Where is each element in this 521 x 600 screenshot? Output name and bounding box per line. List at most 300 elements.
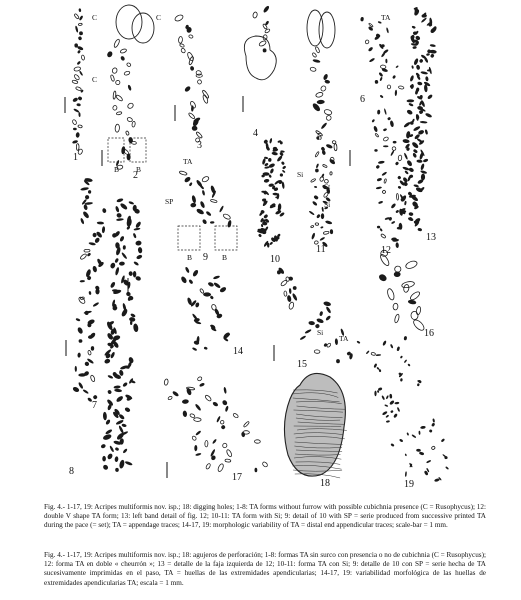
trace-mark (196, 208, 205, 216)
trace-mark (225, 459, 231, 462)
panel-number-3: 3 (197, 140, 202, 151)
trace-mark (375, 164, 380, 169)
trace-mark (430, 53, 435, 58)
trace-mark (323, 73, 329, 80)
trace-mark (135, 240, 142, 246)
trace-mark (164, 379, 169, 386)
trace-mark (116, 213, 122, 219)
trace-mark (213, 275, 220, 280)
trace-mark (426, 460, 431, 464)
trace-mark (313, 195, 319, 200)
trace-mark (417, 383, 420, 386)
trace-mark (202, 190, 206, 196)
trace-mark (330, 172, 332, 175)
trace-mark (126, 218, 132, 227)
trace-mark (276, 155, 283, 162)
trace-mark (384, 108, 387, 115)
trace-mark (121, 252, 128, 260)
trace-mark (103, 412, 107, 421)
trace-mark (127, 117, 133, 123)
trace-mark (321, 213, 325, 219)
trace-mark (281, 161, 285, 165)
trace-mark (390, 120, 395, 127)
trace-mark (204, 346, 208, 350)
trace-mark (323, 301, 331, 307)
trace-mark (130, 313, 136, 318)
trace-mark (100, 443, 106, 449)
label-ta-9: TA (183, 157, 193, 166)
trace-mark (416, 449, 421, 452)
trace-mark (421, 14, 427, 18)
trace-mark (379, 95, 383, 99)
trace-mark (371, 119, 375, 123)
trace-mark (398, 155, 402, 161)
trace-mark (399, 438, 403, 442)
trace-mark (202, 94, 209, 104)
trace-mark (121, 423, 127, 427)
trace-mark (80, 218, 85, 225)
trace-mark (411, 65, 414, 69)
panel-number-6: 6 (360, 94, 365, 105)
trace-mark (373, 363, 377, 368)
panel-number-17: 17 (232, 472, 242, 483)
trace-mark (76, 144, 79, 151)
trace-mark (78, 112, 80, 117)
trace-mark (386, 288, 395, 301)
trace-mark (375, 133, 379, 137)
trace-mark (397, 175, 402, 180)
trace-mark (182, 410, 187, 417)
trace-mark (168, 396, 173, 401)
trace-mark (326, 143, 334, 149)
trace-mark (404, 201, 407, 206)
trace-mark (312, 59, 320, 63)
trace-mark (374, 391, 376, 397)
trace-mark (316, 214, 321, 219)
trace-mark (205, 211, 212, 217)
caption-english (44, 503, 486, 531)
trace-mark (431, 446, 435, 450)
trace-mark (88, 291, 91, 295)
trace-mark (263, 5, 271, 13)
trace-mark (379, 77, 382, 82)
trace-mark (408, 167, 414, 173)
trace-mark (314, 350, 320, 354)
trace-mark (219, 205, 224, 213)
trace-mark (408, 212, 413, 216)
trace-mark (74, 74, 81, 81)
trace-mark (420, 163, 425, 170)
trace-mark (407, 99, 415, 102)
trace-mark (92, 302, 99, 308)
trace-mark (125, 461, 133, 466)
trace-mark (77, 352, 81, 357)
trace-mark (75, 318, 80, 322)
trace-mark (389, 400, 395, 406)
trace-mark (292, 293, 298, 301)
trace-mark (316, 163, 320, 168)
trace-mark (320, 122, 327, 130)
trace-mark (128, 201, 134, 205)
trace-mark (382, 411, 388, 416)
trace-mark (310, 67, 317, 72)
trace-mark (417, 228, 422, 232)
trace-mark (254, 440, 260, 444)
trace-mark (188, 112, 195, 119)
trace-mark (315, 168, 319, 172)
panel-number-1: 1 (73, 152, 78, 163)
trace-mark (369, 57, 376, 62)
trace-mark (319, 311, 323, 316)
trace-mark (75, 25, 79, 32)
trace-mark (280, 279, 288, 286)
trace-mark (377, 177, 383, 181)
trace-mark (325, 306, 331, 314)
caption-english-prefix: Fig. 4.- (44, 503, 66, 511)
label-b-2b: B (136, 165, 142, 174)
trace-mark (406, 432, 409, 436)
trace-mark (413, 149, 418, 154)
trace-mark (133, 233, 137, 239)
trace-mark (411, 141, 419, 149)
trace-mark (413, 184, 419, 188)
trace-mark (289, 288, 292, 294)
trace-mark (335, 338, 338, 345)
trace-mark (425, 76, 429, 81)
trace-mark (293, 286, 297, 290)
trace-mark (252, 12, 257, 19)
trace-mark (378, 160, 385, 164)
trace-mark (82, 210, 90, 219)
trace-mark (420, 121, 428, 124)
trace-mark (373, 126, 378, 133)
trace-mark (74, 13, 80, 19)
trace-mark (192, 269, 199, 277)
trace-mark (207, 281, 214, 287)
trace-mark (324, 79, 330, 84)
trace-mark (409, 290, 421, 301)
trace-mark (92, 265, 98, 272)
trace-mark (330, 229, 334, 234)
trace-mark (223, 387, 227, 394)
trace-mark (80, 187, 89, 191)
trace-mark (201, 176, 209, 183)
trace-mark (225, 406, 229, 412)
trace-mark (110, 262, 116, 269)
trace-mark (194, 403, 201, 411)
trace-mark (430, 44, 436, 47)
panel-number-5: 5 (317, 132, 322, 143)
trace-mark (115, 80, 120, 85)
trace-mark (316, 318, 324, 324)
trace-mark (263, 214, 268, 219)
trace-mark (419, 451, 425, 455)
panel-number-12: 12 (381, 245, 391, 256)
trace-mark (393, 303, 398, 310)
trace-mark (115, 468, 119, 472)
panel-number-10: 10 (270, 254, 280, 265)
trace-mark (441, 438, 446, 443)
trace-mark (262, 461, 269, 468)
trace-mark (182, 399, 189, 404)
trace-mark (72, 386, 80, 393)
trace-mark (432, 418, 435, 422)
trace-mark (400, 378, 403, 381)
trace-mark (72, 97, 78, 103)
trace-mark (133, 261, 139, 266)
trace-mark (427, 94, 433, 100)
trace-mark (416, 159, 422, 163)
trace-mark (79, 31, 83, 35)
trace-mark (79, 71, 83, 77)
trace-mark (174, 14, 184, 22)
trace-mark (102, 456, 106, 462)
trace-mark (115, 395, 123, 403)
trace-mark (264, 179, 270, 184)
trace-mark (310, 178, 315, 182)
trace-mark (368, 46, 374, 52)
trace-mark (110, 75, 115, 82)
trace-mark (88, 335, 93, 339)
label-b-2a: B (114, 165, 120, 174)
trace-mark (114, 258, 119, 264)
trace-mark (107, 389, 112, 394)
trace-mark (72, 119, 77, 125)
trace-mark (431, 422, 435, 427)
trace-mark (233, 413, 239, 419)
trace-mark (84, 194, 90, 200)
trace-mark (390, 410, 394, 414)
trace-mark (241, 432, 246, 438)
trace-mark (94, 237, 100, 244)
panel-number-14: 14 (233, 346, 243, 357)
trace-mark (393, 413, 398, 418)
trace-mark (378, 273, 388, 283)
trace-mark (395, 210, 399, 214)
trace-mark (366, 350, 370, 354)
label-si-11: Si (324, 200, 331, 209)
trace-mark (412, 152, 417, 158)
trace-mark (124, 71, 130, 76)
panel-number-15: 15 (297, 359, 307, 370)
trace-mark (379, 228, 383, 232)
trace-mark (258, 40, 266, 47)
trace-mark (221, 399, 228, 406)
trace-mark (391, 221, 395, 225)
trace-mark (115, 124, 120, 132)
trace-mark (133, 271, 136, 277)
trace-mark (113, 385, 120, 389)
trace-mark (421, 174, 425, 181)
trace-mark (381, 395, 385, 400)
trace-mark (404, 170, 409, 175)
cubichnia-outlines (116, 5, 335, 80)
trace-mark (185, 266, 190, 273)
trace-mark (122, 382, 128, 388)
trace-mark (91, 346, 94, 351)
trace-mark (73, 128, 77, 131)
trace-mark (210, 221, 214, 223)
trace-mark (434, 478, 440, 482)
trace-mark (397, 407, 401, 412)
trace-mark (382, 340, 387, 346)
trace-mark (75, 366, 77, 372)
trace-mark (73, 108, 80, 113)
trace-mark (220, 424, 226, 430)
trace-mark (196, 131, 203, 138)
trace-mark (196, 74, 202, 77)
trace-mark (393, 141, 397, 144)
trace-mark (107, 453, 114, 460)
trace-mark (178, 36, 182, 43)
trace-mark (102, 464, 109, 471)
trace-mark (192, 435, 197, 441)
trace-mark (404, 359, 408, 363)
trace-mark (110, 281, 116, 288)
trace-mark (212, 401, 219, 407)
trace-mark (392, 75, 396, 79)
trace-mark (426, 53, 430, 56)
trace-mark (397, 186, 401, 190)
label-ta-6: TA (381, 13, 391, 22)
trace-mark (409, 75, 414, 82)
trace-mark (389, 394, 392, 399)
trace-mark (405, 260, 418, 270)
trace-mark (112, 67, 118, 74)
trace-mark (390, 443, 394, 447)
trace-mark (326, 343, 331, 348)
trace-mark (383, 128, 387, 132)
trace-mark (202, 219, 208, 225)
trace-mark (304, 329, 311, 334)
trace-mark (120, 48, 127, 53)
trace-mark (356, 340, 360, 344)
trace-mark (402, 139, 409, 144)
trace-mark (113, 91, 116, 99)
trace-mark (127, 102, 134, 109)
trace-mark (407, 363, 410, 366)
trace-mark (115, 206, 120, 213)
trace-mark (243, 421, 250, 428)
trace-mark (75, 86, 81, 91)
trace-mark (213, 282, 221, 289)
label-b-9a: B (187, 253, 193, 262)
trace-mark (417, 81, 423, 86)
trace-mark (114, 456, 118, 462)
trace-mark (125, 131, 129, 136)
trace-mark (387, 117, 391, 121)
trace-mark (83, 204, 88, 210)
trace-mark (217, 463, 224, 472)
trace-mark (334, 144, 337, 151)
trace-mark (133, 323, 139, 332)
trace-mark (92, 233, 97, 238)
trace-mark (321, 173, 325, 178)
trace-mark (133, 227, 140, 230)
trace-mark (336, 359, 340, 363)
trace-mark (78, 125, 83, 129)
panel-number-11: 11 (316, 244, 326, 255)
trace-mark (172, 390, 180, 397)
trace-mark (323, 231, 329, 235)
trace-mark (179, 170, 187, 175)
trace-mark (404, 153, 409, 160)
trace-mark (315, 223, 319, 226)
trace-mark (119, 459, 126, 469)
trace-mark (189, 182, 193, 187)
label-c-3: C (156, 13, 162, 22)
trace-mark (384, 404, 388, 407)
trace-mark (188, 34, 193, 38)
trace-mark (387, 85, 391, 89)
trace-mark (425, 129, 429, 135)
label-b-9b: B (222, 253, 228, 262)
trace-mark (223, 213, 232, 220)
trace-mark (78, 339, 82, 343)
trace-mark (78, 382, 84, 390)
trace-mark (421, 17, 428, 23)
trace-mark (381, 233, 387, 238)
trace-mark (299, 335, 306, 340)
trace-mark (119, 261, 125, 265)
trace-mark (190, 202, 196, 207)
trace-mark (321, 150, 326, 156)
trace-mark (194, 445, 197, 451)
trace-mark (376, 354, 382, 356)
caption-spanish-text: 1-17, 19: Acripes multiformis nov. isp.; 18: agujeros de perforación; 1-8: formas TA sin surco con presencia o no de cubichnia (C = Rusophycus); 12: forma TA en doble « cheurrón »; 13 = detalle de la faja izquierda de 12; 10-11: forma TA con Si; 9: detalle de 10 con SP = serie hecha de TA sucesivamente imprimidas en el paso, TA = huellas de las extremidades apendicularias; 14-17, 19: variabilidad morfológica de las huellas de extremidades apendicularias TA; escala = 1 mm. (44, 551, 486, 587)
trace-mark (179, 43, 184, 48)
trace-mark (77, 96, 82, 101)
trace-mark (72, 80, 78, 84)
trace-mark (406, 109, 413, 116)
trace-mark (403, 121, 411, 128)
trace-mark (395, 266, 401, 272)
trace-mark (423, 158, 429, 163)
trace-mark (90, 375, 96, 382)
trace-mark (114, 389, 122, 393)
trace-mark (404, 336, 408, 341)
trace-mark (308, 321, 315, 326)
trace-mark (319, 176, 324, 182)
trace-mark (97, 221, 104, 224)
trace-mark (408, 299, 417, 305)
trace-mark (312, 52, 317, 57)
panel-number-18: 18 (320, 478, 330, 489)
trace-marks (72, 5, 449, 482)
trace-mark (263, 48, 267, 52)
trace-mark (203, 292, 211, 296)
trace-mark (374, 149, 377, 152)
trace-mark (411, 311, 419, 320)
trace-mark (268, 158, 272, 162)
label-c-2: C (92, 75, 98, 84)
trace-mark (113, 39, 120, 48)
label-si-10: Si (297, 170, 304, 179)
trace-mark (412, 46, 417, 49)
trace-mark (119, 202, 128, 210)
trace-mark (190, 66, 195, 71)
trace-mark (74, 66, 81, 71)
trace-mark (386, 27, 389, 33)
trace-mark (315, 151, 320, 157)
trace-mark (135, 276, 142, 282)
caption-english-text: 1-17, 19: Acripes multiformis nov. isp.; 18: digging holes; 1-8: TA forms without furrow with possible cubichnia presence (C = Rusophycus); 12: double V shape TA form; 13: left band detail of fig. 12; 10-11: TA form with Si; 9: detail of 10 with SP = serie produced from successive printed TA during the pace (= set); TA = appendage traces; 14-17, 19: morphologic variability of TA = distal end appendicular traces; scale-bar = 1 mm. (44, 503, 486, 530)
trace-mark (258, 233, 262, 237)
trace-mark (192, 126, 198, 131)
trace-mark (365, 39, 370, 44)
trace-mark (79, 15, 84, 21)
trace-mark (394, 402, 399, 405)
